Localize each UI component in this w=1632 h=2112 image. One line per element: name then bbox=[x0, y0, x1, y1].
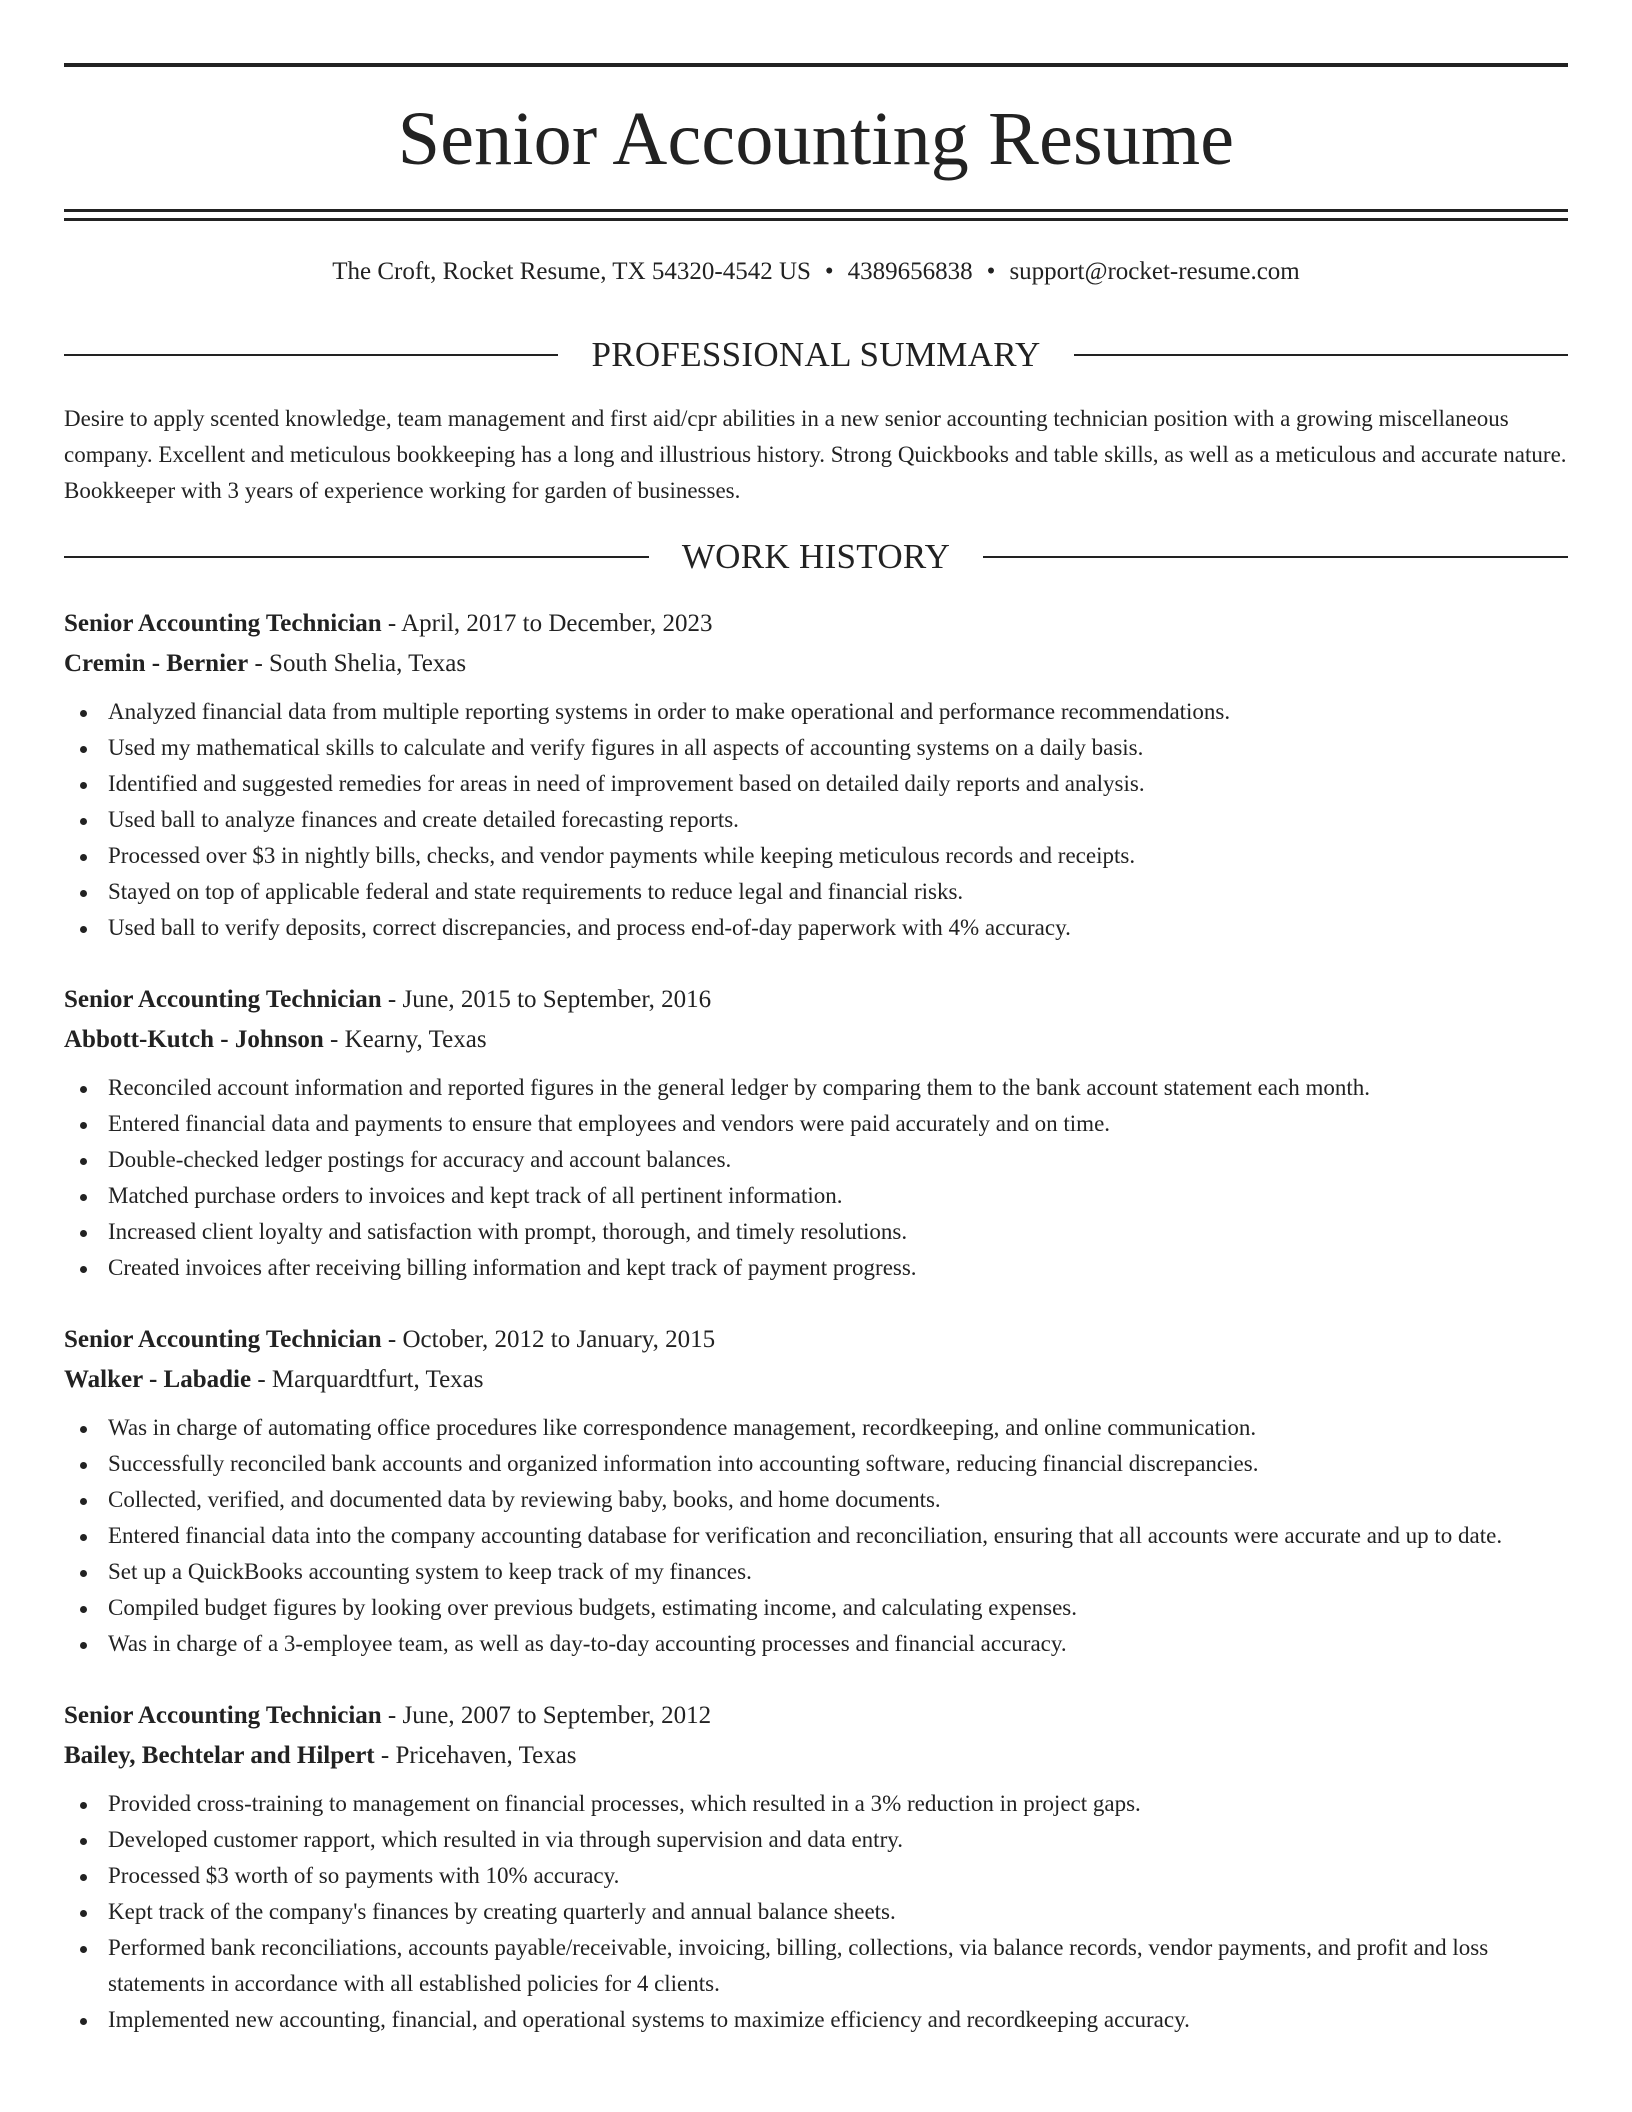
job-bullet-item: Used ball to verify deposits, correct discrepancies, and process end-of-day paperwork with 4% accuracy. bbox=[64, 910, 1568, 946]
job-bullet-item: Increased client loyalty and satisfaction with prompt, thorough, and timely resolutions. bbox=[64, 1214, 1568, 1250]
job-bullet-list bbox=[64, 1410, 1568, 1662]
job-location: - Marquardtfurt, Texas bbox=[251, 1366, 484, 1393]
job-bullet-list bbox=[64, 1786, 1568, 2038]
job-company-line bbox=[64, 1020, 1568, 1060]
job-company-line bbox=[64, 1736, 1568, 1776]
summary-heading-label: PROFESSIONAL SUMMARY bbox=[591, 335, 1041, 374]
job-title-line bbox=[64, 604, 1568, 644]
job-title-line bbox=[64, 1696, 1568, 1736]
job-bullet-item: Identified and suggested remedies for areas in need of improvement based on detailed daily reports and analysis. bbox=[64, 766, 1568, 802]
heading-rule-left bbox=[64, 354, 558, 356]
contact-phone: 4389656838 bbox=[847, 258, 973, 285]
job-bullet-list bbox=[64, 694, 1568, 946]
heading-rule-right bbox=[983, 556, 1568, 558]
job-bullet-item: Was in charge of a 3-employee team, as well as day-to-day accounting processes and financial accuracy. bbox=[64, 1626, 1568, 1662]
job-company: Abbott-Kutch - Johnson bbox=[64, 1026, 324, 1053]
job-dates: - October, 2012 to January, 2015 bbox=[381, 1326, 716, 1353]
contact-address: The Croft, Rocket Resume, TX 54320-4542 US bbox=[332, 258, 811, 285]
work-history-list bbox=[64, 604, 1568, 2038]
job-bullet-item: Processed over $3 in nightly bills, checks, and vendor payments while keeping meticulous records and receipts. bbox=[64, 838, 1568, 874]
job-title-line bbox=[64, 1320, 1568, 1360]
job-bullet-item: Set up a QuickBooks accounting system to keep track of my finances. bbox=[64, 1554, 1568, 1590]
job-entry bbox=[64, 980, 1568, 1286]
job-title: Senior Accounting Technician bbox=[64, 1326, 382, 1353]
job-title: Senior Accounting Technician bbox=[64, 1702, 382, 1729]
job-company: Cremin - Bernier bbox=[64, 650, 249, 677]
job-bullet-item: Matched purchase orders to invoices and kept track of all pertinent information. bbox=[64, 1178, 1568, 1214]
job-company-line bbox=[64, 1360, 1568, 1400]
heading-rule-left bbox=[64, 556, 649, 558]
heading-rule-right bbox=[1074, 354, 1568, 356]
job-entry bbox=[64, 1320, 1568, 1662]
job-bullet-item: Provided cross-training to management on financial processes, which resulted in a 3% reduction in project gaps. bbox=[64, 1786, 1568, 1822]
job-bullet-item: Performed bank reconciliations, accounts payable/receivable, invoicing, billing, collections, via balance records, vendor payments, and profit and loss statements in accordance with all established policies for 4 clients. bbox=[64, 1930, 1568, 2002]
job-bullet-item: Collected, verified, and documented data by reviewing baby, books, and home documents. bbox=[64, 1482, 1568, 1518]
job-bullet-item: Analyzed financial data from multiple reporting systems in order to make operational and performance recommendations. bbox=[64, 694, 1568, 730]
job-dates: - April, 2017 to December, 2023 bbox=[381, 610, 713, 637]
job-bullet-list bbox=[64, 1070, 1568, 1286]
job-location: - South Shelia, Texas bbox=[248, 650, 467, 677]
job-bullet-item: Stayed on top of applicable federal and state requirements to reduce legal and financial risks. bbox=[64, 874, 1568, 910]
job-bullet-item: Used my mathematical skills to calculate and verify figures in all aspects of accounting systems on a daily basis. bbox=[64, 730, 1568, 766]
job-bullet-item: Implemented new accounting, financial, and operational systems to maximize efficiency and recordkeeping accuracy. bbox=[64, 2002, 1568, 2038]
job-title-line bbox=[64, 980, 1568, 1020]
job-bullet-item: Entered financial data and payments to ensure that employees and vendors were paid accurately and on time. bbox=[64, 1106, 1568, 1142]
contact-email: support@rocket-resume.com bbox=[1009, 258, 1300, 285]
job-dates: - June, 2015 to September, 2016 bbox=[381, 986, 712, 1013]
job-location: - Kearny, Texas bbox=[323, 1026, 487, 1053]
job-company-line bbox=[64, 644, 1568, 684]
title-double-rule bbox=[64, 209, 1568, 221]
job-entry bbox=[64, 1696, 1568, 2038]
job-bullet-item: Used ball to analyze finances and create detailed forecasting reports. bbox=[64, 802, 1568, 838]
job-bullet-item: Developed customer rapport, which resulted in via through supervision and data entry. bbox=[64, 1822, 1568, 1858]
job-title: Senior Accounting Technician bbox=[64, 610, 382, 637]
job-bullet-item: Was in charge of automating office procedures like correspondence management, recordkeeping, and online communication. bbox=[64, 1410, 1568, 1446]
job-title: Senior Accounting Technician bbox=[64, 986, 382, 1013]
document-title: Senior Accounting Resume bbox=[397, 97, 1235, 181]
professional-summary-text: Desire to apply scented knowledge, team management and first aid/cpr abilities in a new senior accounting technician position with a growing miscellaneous company. Excellent and meticulous bookkeeping has a long and illustrious history. Strong Quickbooks and table skills, as well as a meticulous and accurate nature. Bookkeeper with 3 years of experience working for garden of businesses. bbox=[64, 406, 1567, 503]
job-bullet-item: Processed $3 worth of so payments with 10% accuracy. bbox=[64, 1858, 1568, 1894]
job-bullet-item: Successfully reconciled bank accounts and organized information into accounting software, reducing financial discrepancies. bbox=[64, 1446, 1568, 1482]
job-bullet-item: Double-checked ledger postings for accuracy and account balances. bbox=[64, 1142, 1568, 1178]
contact-separator: • bbox=[824, 258, 834, 285]
job-bullet-item: Kept track of the company's finances by creating quarterly and annual balance sheets. bbox=[64, 1894, 1568, 1930]
job-bullet-item: Created invoices after receiving billing information and kept track of payment progress. bbox=[64, 1250, 1568, 1286]
work-history-heading-label: WORK HISTORY bbox=[681, 537, 951, 576]
job-entry bbox=[64, 604, 1568, 946]
job-company: Walker - Labadie bbox=[64, 1366, 252, 1393]
job-bullet-item: Compiled budget figures by looking over previous budgets, estimating income, and calculating expenses. bbox=[64, 1590, 1568, 1626]
contact-separator: • bbox=[986, 258, 996, 285]
job-bullet-item: Entered financial data into the company accounting database for verification and reconciliation, ensuring that all accounts were accurate and up to date. bbox=[64, 1518, 1568, 1554]
job-bullet-item: Reconciled account information and reported figures in the general ledger by comparing them to the bank account statement each month. bbox=[64, 1070, 1568, 1106]
job-company: Bailey, Bechtelar and Hilpert bbox=[64, 1742, 375, 1769]
summary-section-heading bbox=[64, 337, 1568, 372]
job-dates: - June, 2007 to September, 2012 bbox=[381, 1702, 712, 1729]
work-history-section-heading bbox=[64, 539, 1568, 574]
contact-line bbox=[64, 257, 1568, 287]
top-rule bbox=[64, 63, 1568, 67]
job-location: - Pricehaven, Texas bbox=[374, 1742, 577, 1769]
